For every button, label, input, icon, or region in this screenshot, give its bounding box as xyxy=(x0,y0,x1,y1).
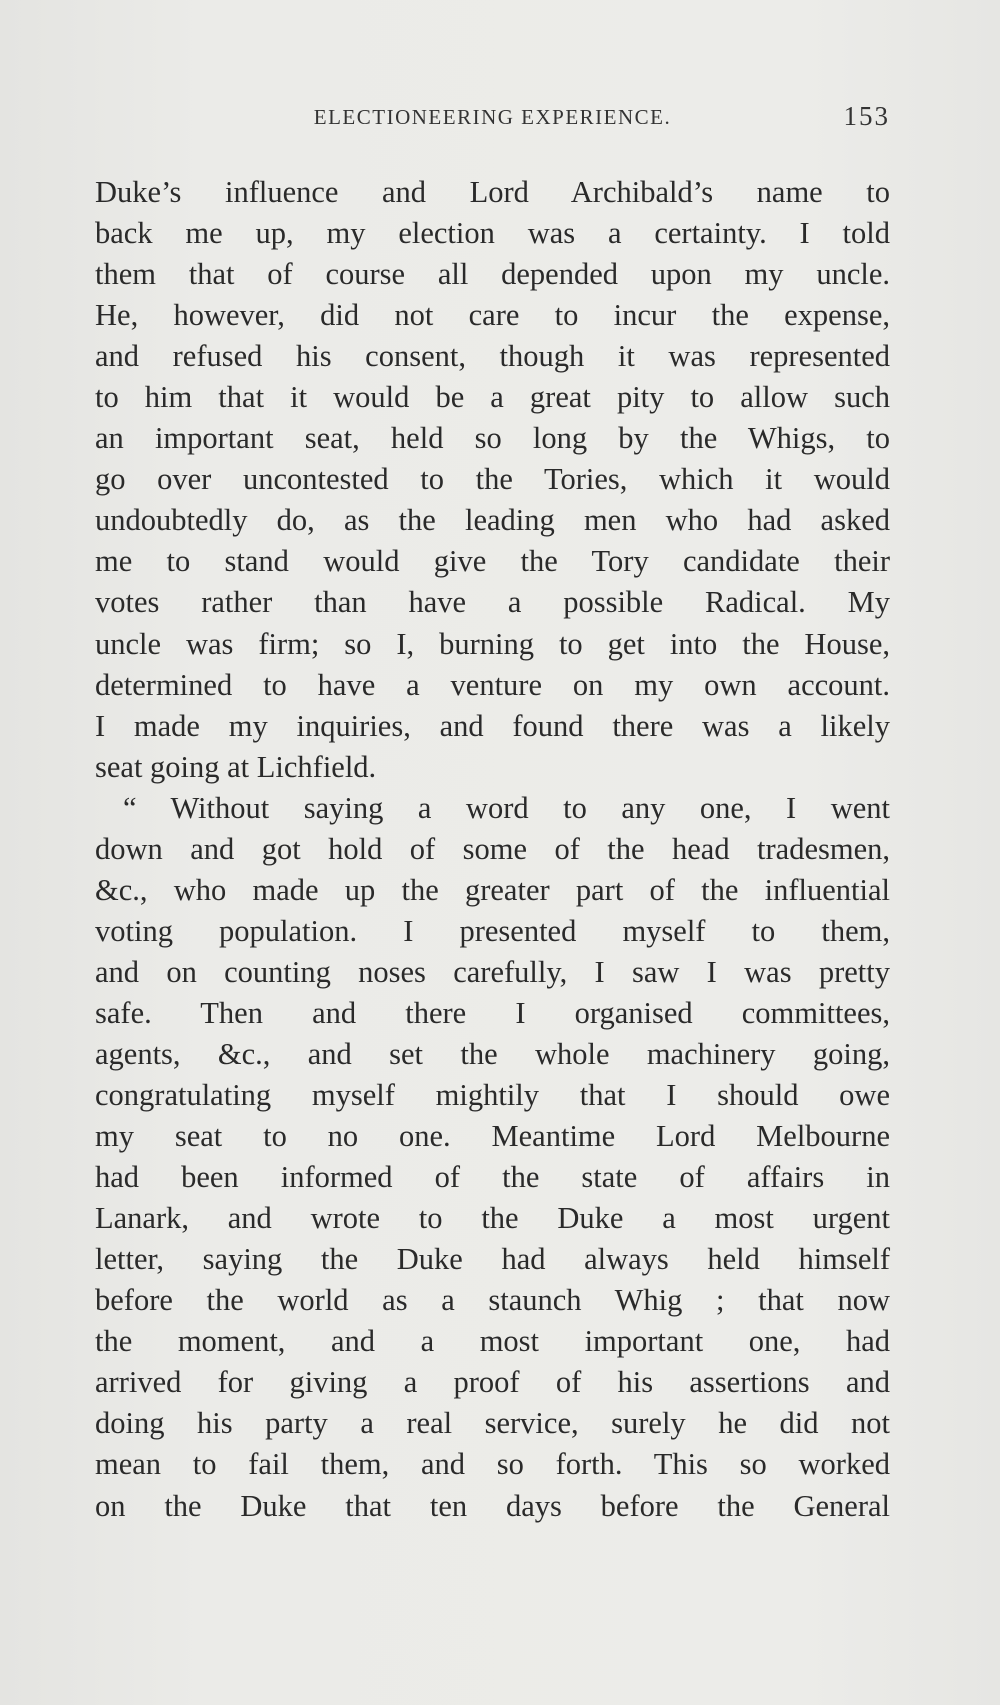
text-line: down and got hold of some of the head tradesmen, xyxy=(95,831,890,866)
text-line: letter, saying the Duke had always held himself xyxy=(95,1242,890,1277)
text-line: &c., who made up the greater part of the influential xyxy=(95,872,890,907)
page-number: 153 xyxy=(843,101,890,131)
text-line: doing his party a real service, surely he did not xyxy=(95,1406,890,1441)
text-line: voting population. I presented myself to them, xyxy=(95,913,890,948)
text-line: I made my inquiries, and found there was a likely xyxy=(95,708,890,743)
text-line: and refused his consent, though it was represented xyxy=(95,339,890,374)
text-line: go over uncontested to the Tories, which it would xyxy=(95,462,890,497)
text-line: Lanark, and wrote to the Duke a most urgent xyxy=(95,1201,890,1236)
text-line: me to stand would give the Tory candidate their xyxy=(95,544,890,579)
text-line: seat going at Lichfield. xyxy=(95,749,377,784)
text-line: determined to have a venture on my own account. xyxy=(95,667,890,702)
text-line: Duke’s influence and Lord Archibald’s name to xyxy=(95,175,890,209)
text-line: the moment, and a most important one, had xyxy=(95,1324,890,1359)
running-title: ELECTIONEERING EXPERIENCE. xyxy=(313,105,672,129)
text-line: to him that it would be a great pity to allow such xyxy=(95,380,890,415)
text-line: arrived for giving a proof of his assertions and xyxy=(95,1365,890,1400)
running-head xyxy=(95,101,890,135)
text-line: them that of course all depended upon my uncle. xyxy=(95,257,890,292)
text-line: an important seat, held so long by the Whigs, to xyxy=(95,421,890,456)
text-line: uncle was firm; so I, burning to get into the House, xyxy=(95,626,890,661)
text-line: “ Without saying a word to any one, I went xyxy=(123,790,890,825)
text-line: had been informed of the state of affairs in xyxy=(95,1160,890,1195)
text-line: agents, &c., and set the whole machinery going, xyxy=(95,1036,890,1071)
body-text xyxy=(95,172,890,1527)
text-line: and on counting noses carefully, I saw I was pretty xyxy=(95,954,890,989)
text-line: before the world as a staunch Whig ; that now xyxy=(95,1283,890,1318)
text-line: congratulating myself mightily that I should owe xyxy=(95,1078,890,1113)
text-line: back me up, my election was a certainty. I told xyxy=(95,216,890,251)
text-line: votes rather than have a possible Radical. My xyxy=(95,585,890,620)
text-line: my seat to no one. Meantime Lord Melbourne xyxy=(95,1119,890,1154)
text-line: He, however, did not care to incur the expense, xyxy=(95,298,890,333)
text-line: mean to fail them, and so forth. This so worked xyxy=(95,1447,890,1482)
text-line: safe. Then and there I organised committees, xyxy=(95,995,890,1030)
text-line: on the Duke that ten days before the General xyxy=(95,1488,890,1523)
text-line: undoubtedly do, as the leading men who had asked xyxy=(95,503,890,538)
